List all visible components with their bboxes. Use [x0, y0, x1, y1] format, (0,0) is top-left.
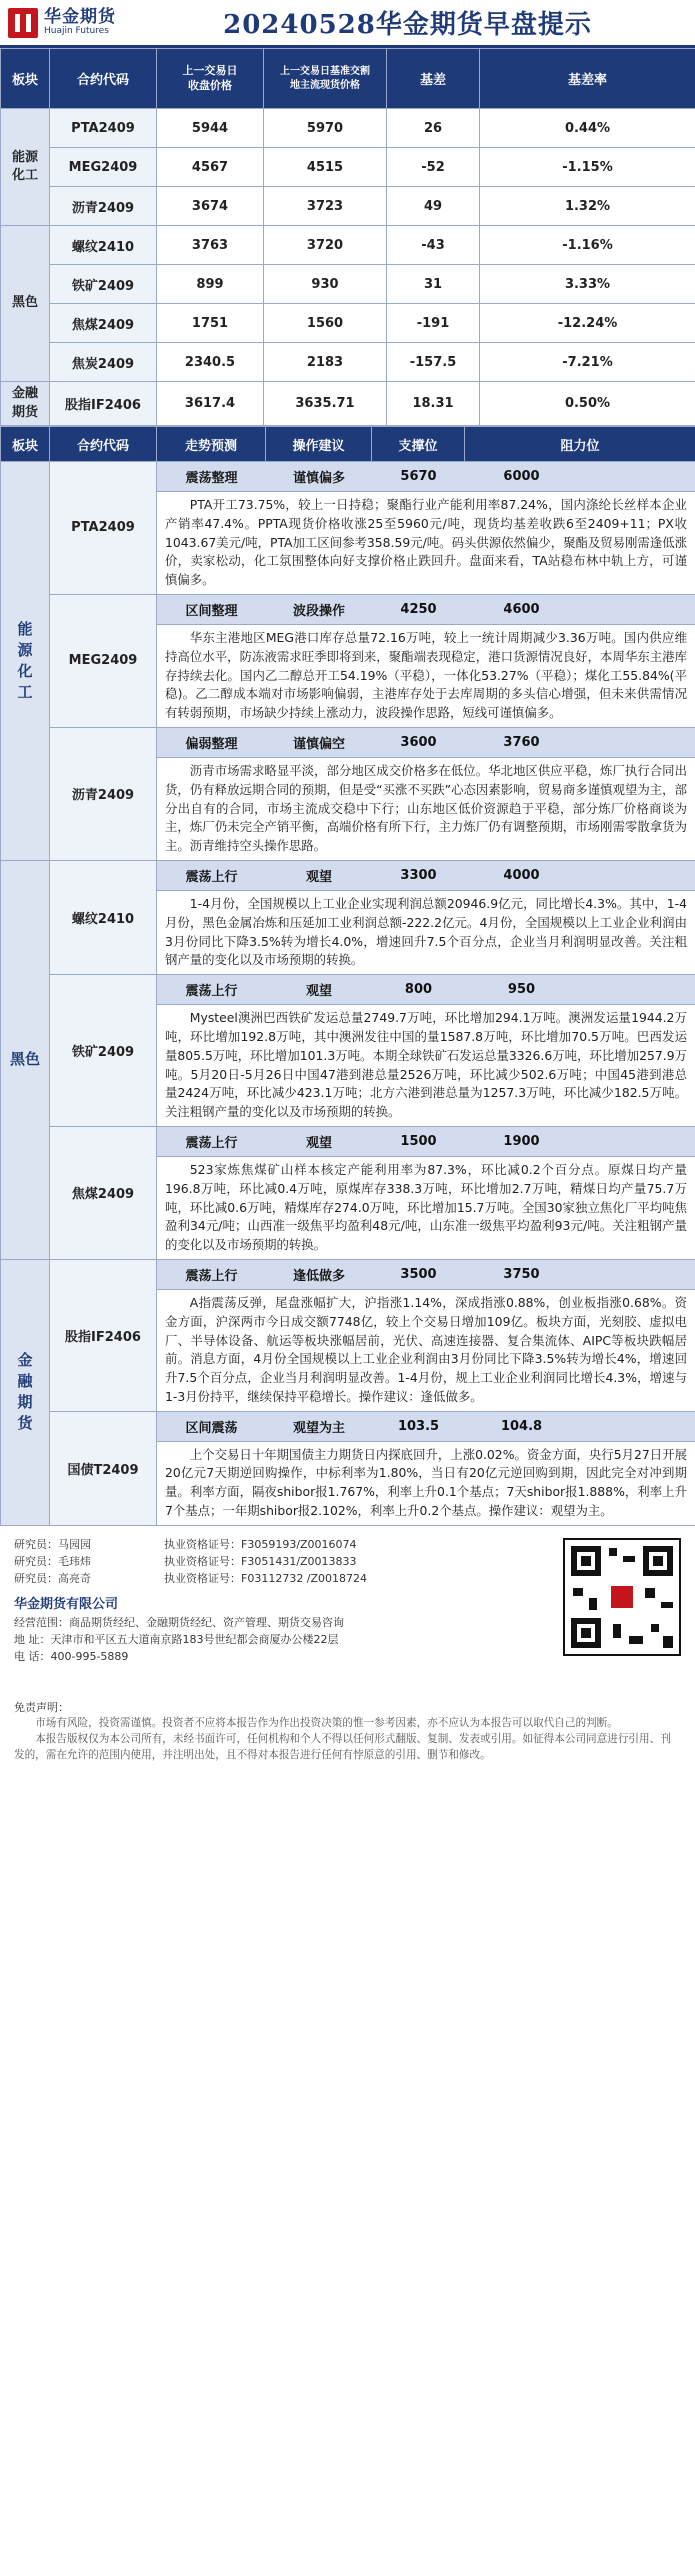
basis-header-close: 上一交易日 收盘价格 [157, 49, 264, 109]
analysis-note: A指震荡反弹，尾盘涨幅扩大，沪指涨1.14%，深成指涨0.88%，创业板指涨0.68%。资金方面，沪深两市今日成交额7748亿，较上个交易日增加109亿。板块方面，光刻胶、虚拟电厂、半导体设备、航运等板块涨幅居前，光伏、高速连接器、复合集流体、AIPC等板块跌幅居前。消息方面，4月份全国规模以上工业企业利润由3月份同比下降3.5%转为增长4%，增速回升7.5个百分点，企业当月利润明显改善。1-4月份，规上工业企业利润同比增长4.3%，增速与1-3月份持平，继续保持平稳增长。操作建议：逢低做多。 [165, 1294, 687, 1404]
forecast-sector-cell: 黑色 [1, 860, 50, 1259]
basis-row [1, 187, 695, 226]
basis-sector-cell: 能源 化工 [1, 109, 50, 226]
trend-value: 震荡上行 [185, 869, 238, 885]
forecast-detail-cell [157, 1126, 695, 1259]
basis-value-cell: -157.5 [387, 343, 480, 382]
staff-cert: 执业资格证号：F03112732 /Z0018724 [164, 1571, 368, 1585]
support-value: 3500 [400, 1266, 437, 1282]
analysis-note: 上个交易日十年期国债主力期货日内探底回升，上涨0.02%。资金方面，央行5月27日开展20亿元7天期逆回购操作，中标利率为1.80%，当日有20亿元逆回购到期，因此完全对冲到期量。利率方面，隔夜shibor报1.767%，利率上升0.1个基点；7天shibor报1.888%，利率上升7个基点；一年期shibor报2.102%，利率上升0.2个基点。操作建议：观望为主。 [165, 1446, 687, 1519]
basis-rate-cell: 3.33% [480, 265, 695, 304]
basis-rate-cell: -7.21% [480, 343, 695, 382]
forecast-value-bar [157, 861, 695, 891]
staff-name: 研究员：毛玮炜 [14, 1554, 91, 1568]
logo-name-en: Huajin Futures [44, 25, 109, 36]
support-value: 800 [404, 982, 433, 998]
forecast-header-support: 支撑位 [372, 427, 465, 461]
basis-rate-cell: -1.16% [480, 226, 695, 265]
forecast-value-bar [157, 1260, 695, 1290]
basis-value-cell: 18.31 [387, 382, 480, 426]
basis-header-row [1, 49, 695, 109]
resistance-value: 1900 [503, 1133, 540, 1149]
basis-spot-cell: 1560 [264, 304, 387, 343]
forecast-header-resistance: 阻力位 [560, 438, 600, 454]
basis-code-cell: 股指IF2406 [50, 382, 157, 426]
basis-row [1, 265, 695, 304]
analysis-note: Mysteel澳洲巴西铁矿发运总量2749.7万吨，环比增加294.1万吨。澳洲发运量1944.2万吨，环比增加192.8万吨，其中澳洲发往中国的量1587.8万吨，环比增加70.5万吨。巴西发运量805.5万吨，环比增加101.3万吨。本期全球铁矿石发运总量3326.6万吨，环比增加257.9万吨。5月20日-5月26日中国47港到港总量2526万吨，环比减少502.6万吨；中国45港到港总量2424万吨，环比减少423.1万吨；北方六港到港总量为1257.3万吨，环比减少182.5万吨。关注粗钢产量的变化以及市场预期的转换。 [165, 1010, 687, 1120]
forecast-value-bar [157, 1127, 695, 1157]
basis-code-cell: 沥青2409 [50, 187, 157, 226]
company-phone: 电 话：400-995-5889 [14, 1649, 129, 1663]
resistance-value: 4600 [503, 601, 540, 617]
resistance-value: 104.8 [500, 1418, 543, 1434]
report-header [0, 0, 695, 48]
forecast-code-cell: 铁矿2409 [50, 975, 157, 1127]
advice-value: 逢低做多 [292, 1268, 345, 1284]
trend-value: 震荡上行 [185, 1135, 238, 1151]
basis-row [1, 304, 695, 343]
basis-header-basis: 基差 [387, 49, 480, 109]
support-value: 5670 [400, 469, 437, 484]
company-scope: 经营范围：商品期货经纪、金融期货经纪、资产管理、期货交易咨询 [14, 1615, 344, 1629]
disclaimer-text-1: 市场有风险，投资需谨慎。投资者不应将本报告作为作出投资决策的惟一参考因素，亦不应认为本报告可以取代自己的判断。 [35, 1716, 618, 1729]
analysis-note: PTA开工73.75%，较上一日持稳；聚酯行业产能利用率87.24%，国内涤纶长丝样本企业产销率47.4%。PPTA现货价格收涨25至5960元/吨，现货均基差收跌6至2409+11；PX收1043.67美元/吨，PTA加工区间参考358.59元/吨。码头供源依然偏少，聚酯及贸易刚需逢低涨价，卖家松动，化工氛围整体向好支撑价格止跌回升。盘面来看，TA站稳布林中轨上方，可谨慎偏多。 [165, 497, 687, 588]
forecast-row [1, 1259, 695, 1411]
basis-code-cell: 螺纹2410 [50, 226, 157, 265]
basis-spot-cell: 3635.71 [264, 382, 387, 426]
forecast-value-bar [157, 975, 695, 1005]
basis-row [1, 109, 695, 148]
report-footer [0, 1526, 695, 1763]
basis-value-cell: 26 [387, 109, 480, 148]
disclaimer-title: 免责声明： [14, 1700, 69, 1714]
basis-value-cell: -52 [387, 148, 480, 187]
basis-row [1, 148, 695, 187]
basis-value-cell: -191 [387, 304, 480, 343]
basis-spot-cell: 3720 [264, 226, 387, 265]
staff-cert: 执业资格证号：F3059193/Z0016074 [164, 1537, 357, 1551]
advice-value: 观望 [305, 1135, 332, 1151]
basis-row [1, 226, 695, 265]
forecast-row [1, 1126, 695, 1259]
basis-spot-cell: 930 [264, 265, 387, 304]
basis-value-cell: 49 [387, 187, 480, 226]
forecast-table [0, 426, 695, 1526]
resistance-value: 3750 [503, 1266, 540, 1282]
forecast-header-group [157, 427, 695, 462]
analysis-note: 华东主港地区MEG港口库存总量72.16万吨，较上一统计周期减少3.36万吨。国内供应维持高位水平，防冻液需求旺季即将到来，聚酯端表现稳定，港口货源情况良好，本周华东主港库存持续去化。国内乙二醇总开工54.19%（平稳），一体化53.27%（平稳）；煤化工55.84%(平稳)。乙二醇成本端对市场影响偏弱，主港库存处于去库周期的多头信心增强，但未来供需情况有转弱预期，市场缺少持续上涨动力，波段操作思路，短线可谨慎偏多。 [165, 629, 687, 721]
support-value: 3300 [400, 867, 437, 883]
forecast-detail-cell [157, 462, 695, 595]
forecast-sector-cell: 金 融 期 货 [1, 1259, 50, 1525]
trend-value: 区间整理 [185, 603, 238, 619]
forecast-row [1, 975, 695, 1127]
company-address: 地 址：天津市和平区五大道南京路183号世纪都会商厦办公楼22层 [14, 1632, 339, 1646]
forecast-value-bar [157, 1412, 695, 1442]
resistance-value: 6000 [503, 469, 540, 484]
basis-value-cell: -43 [387, 226, 480, 265]
forecast-row [1, 727, 695, 860]
forecast-code-cell: 国债T2409 [50, 1411, 157, 1525]
advice-value: 观望 [305, 869, 332, 885]
forecast-code-cell: 螺纹2410 [50, 860, 157, 974]
report-title: 20240528华金期货早盘提示 [223, 10, 592, 40]
forecast-detail-cell [157, 1259, 695, 1411]
basis-header-spot: 上一交易日基准交割 地主流现货价格 [264, 49, 387, 109]
analysis-note: 1-4月份，全国规模以上工业企业实现利润总额20946.9亿元，同比增长4.3%。其中，1-4月份，黑色金属冶炼和压延加工业利润总额-222.2亿元。4月份，全国规模以上工业企业利润由3月份同比下降3.5%转为增长4.0%，增速回升7.5个百分点，企业当月利润明显改善。关注粗钢产量的变化以及市场预期的转换。 [165, 895, 687, 968]
support-value: 3600 [400, 734, 437, 750]
trend-value: 区间震荡 [185, 1420, 238, 1436]
forecast-detail-cell [157, 860, 695, 974]
basis-table [0, 48, 695, 426]
staff-name: 研究员：马园园 [14, 1537, 91, 1551]
basis-code-cell: MEG2409 [50, 148, 157, 187]
forecast-row [1, 1411, 695, 1525]
trend-value: 震荡上行 [185, 984, 238, 1000]
basis-header-code: 合约代码 [50, 49, 157, 109]
analysis-note: 523家炼焦煤矿山样本核定产能利用率为87.3%，环比减0.2个百分点。原煤日均产量196.8万吨，环比减0.4万吨，原煤库存338.3万吨，环比增加2.7万吨，精煤日均产量75.7万吨，环比减0.6万吨，精煤库存274.0万吨，环比增加15.7万吨。全国30家独立焦化厂平均吨焦盈利34元/吨；山西准一级焦平均盈利48元/吨，山东准一级焦平均盈利93元/吨。关注粗钢产量的变化以及市场预期的转换。 [165, 1161, 687, 1253]
basis-header-rate: 基差率 [480, 49, 695, 109]
advice-value: 观望为主 [292, 1420, 345, 1436]
forecast-header-sector: 板块 [1, 427, 50, 462]
basis-header-sector: 板块 [1, 49, 50, 109]
basis-sector-cell: 金融 期货 [1, 382, 50, 426]
advice-value: 波段操作 [292, 603, 345, 619]
staff-cert: 执业资格证号：F3051431/Z0013833 [164, 1554, 357, 1568]
forecast-header-trend: 走势预测 [157, 427, 266, 461]
forecast-row [1, 594, 695, 727]
basis-value-cell: 31 [387, 265, 480, 304]
forecast-header-advice: 操作建议 [266, 427, 372, 461]
basis-code-cell: PTA2409 [50, 109, 157, 148]
forecast-code-cell: MEG2409 [50, 594, 157, 727]
trend-value: 偏弱整理 [185, 736, 238, 752]
support-value: 4250 [400, 601, 437, 617]
company-name: 华金期货有限公司 [14, 1596, 119, 1612]
basis-row [1, 343, 695, 382]
support-value: 103.5 [397, 1418, 440, 1434]
forecast-detail-cell [157, 727, 695, 860]
resistance-value: 950 [507, 982, 536, 998]
basis-code-cell: 焦炭2409 [50, 343, 157, 382]
staff-name: 研究员：高亮奇 [14, 1571, 91, 1585]
advice-value: 谨慎偏空 [292, 736, 345, 752]
basis-rate-cell: -12.24% [480, 304, 695, 343]
basis-close-cell: 2340.5 [157, 343, 264, 382]
basis-spot-cell: 2183 [264, 343, 387, 382]
forecast-row [1, 860, 695, 974]
forecast-sector-cell: 能 源 化 工 [1, 462, 50, 861]
forecast-code-cell: 焦煤2409 [50, 1126, 157, 1259]
basis-code-cell: 焦煤2409 [50, 304, 157, 343]
resistance-value: 3760 [503, 734, 540, 750]
forecast-code-cell: 沥青2409 [50, 727, 157, 860]
advice-value: 观望 [305, 984, 332, 1000]
forecast-value-bar [157, 595, 695, 625]
forecast-detail-cell [157, 975, 695, 1127]
forecast-detail-cell [157, 1411, 695, 1525]
forecast-code-cell: PTA2409 [50, 462, 157, 595]
basis-spot-cell: 4515 [264, 148, 387, 187]
forecast-row [1, 462, 695, 595]
basis-close-cell: 5944 [157, 109, 264, 148]
forecast-header-row [1, 427, 695, 462]
basis-close-cell: 899 [157, 265, 264, 304]
analysis-note: 沥青市场需求略显平淡，部分地区成交价格多在低位。华北地区供应平稳，炼厂执行合同出货，仍有释放远期合同的预期，但是受“买涨不买跌”心态因素影响，贸易商多谨慎观望为主，部分出自有的合同，市场主流成交稳中下行；山东地区低价资源趋于平稳，部分炼厂价格商谈为主，炼厂仍未完全产销平衡，高端价格有所下行，主力炼厂仍有调整预期，市场刚需零散拿货为主。沥青维持空头操作思路。 [165, 762, 687, 854]
logo-name-cn: 华金期货 [44, 6, 116, 27]
forecast-value-bar [157, 728, 695, 758]
basis-code-cell: 铁矿2409 [50, 265, 157, 304]
basis-close-cell: 4567 [157, 148, 264, 187]
logo-mark-icon [8, 8, 38, 38]
basis-rate-cell: -1.15% [480, 148, 695, 187]
basis-row [1, 382, 695, 426]
qr-code-icon [563, 1538, 681, 1656]
advice-value: 谨慎偏多 [292, 471, 345, 486]
trend-value: 震荡整理 [185, 471, 238, 486]
support-value: 1500 [400, 1133, 437, 1149]
basis-spot-cell: 5970 [264, 109, 387, 148]
forecast-value-bar [157, 462, 695, 492]
basis-close-cell: 1751 [157, 304, 264, 343]
basis-rate-cell: 0.50% [480, 382, 695, 426]
forecast-code-cell: 股指IF2406 [50, 1259, 157, 1411]
company-logo [8, 8, 188, 38]
basis-rate-cell: 1.32% [480, 187, 695, 226]
forecast-detail-cell [157, 594, 695, 727]
basis-close-cell: 3763 [157, 226, 264, 265]
basis-close-cell: 3674 [157, 187, 264, 226]
forecast-header-code: 合约代码 [50, 427, 157, 462]
basis-rate-cell: 0.44% [480, 109, 695, 148]
trend-value: 震荡上行 [185, 1268, 238, 1284]
basis-close-cell: 3617.4 [157, 382, 264, 426]
basis-spot-cell: 3723 [264, 187, 387, 226]
resistance-value: 4000 [503, 867, 540, 883]
basis-sector-cell: 黑色 [1, 226, 50, 382]
disclaimer-text-2: 本报告版权仅为本公司所有，未经书面许可，任何机构和个人不得以任何形式翻版、复制、发表或引用。如征得本公司同意进行引用、刊发的，需在允许的范围内使用，并注明出处，且不得对本报告进行任何有悖原意的引用、删节和修改。 [14, 1732, 671, 1761]
